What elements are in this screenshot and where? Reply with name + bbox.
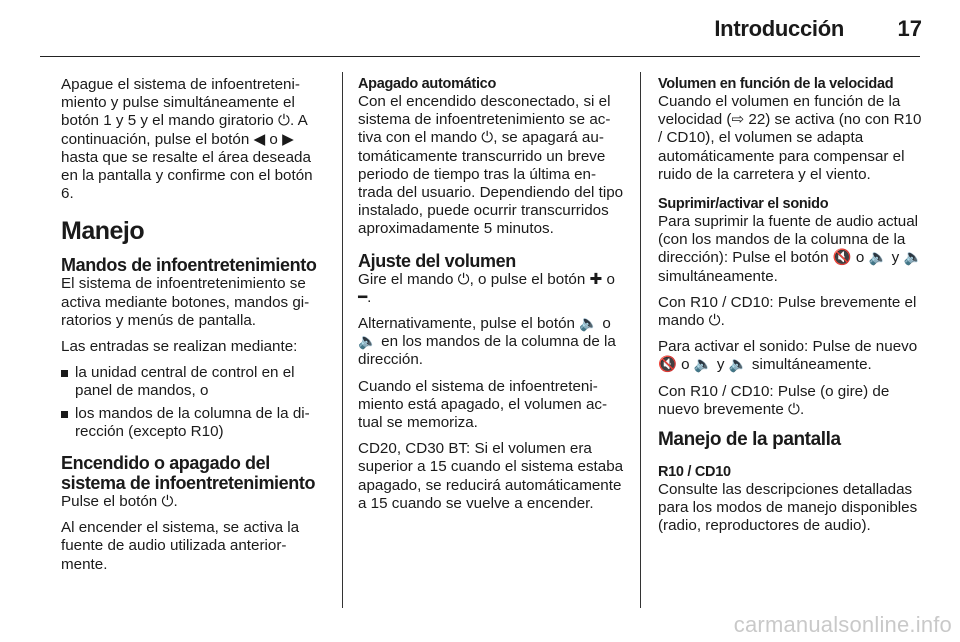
- watermark: carmanualsonline.info: [733, 612, 952, 637]
- section-heading-manejo: Manejo: [61, 217, 145, 246]
- header-rule: [40, 56, 920, 57]
- subheading-ajuste: Ajuste del volumen: [358, 250, 516, 271]
- column-2: [358, 76, 624, 521]
- encendido-paragraph: Pulse el botón ⏻.: [61, 493, 178, 511]
- list-item: la unidad central de control en el panel de mandos, o: [61, 364, 327, 400]
- mandos-paragraph: El sistema de infoentretenimiento se activa mediante botones, mandos giratorios y menús de pantalla.: [61, 275, 310, 329]
- entradas-paragraph: Las entradas se realizan mediante:: [61, 338, 298, 356]
- memoria-paragraph: Cuando el sistema de infoentretenimiento está apagado, el volumen actual se memoriza.: [358, 377, 608, 432]
- cd-paragraph: CD20, CD30 BT: Si el volumen era superior a 15 cuando el sistema estaba apagado, se reducirá automáticamente a 15 cuando se vuelve a encender.: [358, 440, 624, 512]
- ajuste-paragraph: Gire el mando ⏻, o pulse el botón ✚ o ━.: [358, 270, 615, 306]
- subheading-vol-velocidad: Volumen en función de la velocidad: [658, 76, 894, 92]
- column-divider-2: [640, 72, 641, 608]
- activar-paragraph: Para activar el sonido: Pulse de nuevo 🔇 o 🔈 y 🔈 simultáneamente.: [658, 338, 918, 374]
- intro-paragraph: Apague el sistema de infoentretenimiento y pulse simultáneamente el botón 1 y 5 y el mando giratorio ⏻. A continuación, pulse el botón ◀ o ▶ hasta que se resalte el área deseada en la pantalla y confirme con el botón 6.: [61, 76, 313, 203]
- column-1: [61, 76, 327, 582]
- subheading-encendido: Encendido o apagado del sistema de infoentretenimiento: [61, 453, 316, 494]
- subheading-suprimir: Suprimir/activar el sonido: [658, 196, 829, 213]
- apagado-paragraph: Con el encendido desconectado, si el sistema de infoentretenimiento se activa con el mando ⏻, se apagará automáticamente transcurrido un breve periodo de tiempo tras la última entrada del usuario. Dependiendo del tipo instalado, puede ocurrir transcurridos aproximadamente 5 minutos.: [358, 93, 624, 238]
- page-title: Introducción: [714, 16, 844, 41]
- vol-velocidad-paragraph: Cuando el volumen en función de la velocidad (⇨ 22) se activa (no con R10 / CD10), el volumen se adapta automáticamente para compensar el ruido de la carretera y el viento.: [658, 93, 922, 183]
- suprimir-paragraph: Para suprimir la fuente de audio actual (con los mandos de la columna de la dirección): Pulse el botón 🔇 o 🔈 y 🔈 simultáneamente.: [658, 213, 923, 285]
- encendido-paragraph-2: Al encender el sistema, se activa la fuente de audio utilizada anteriormente.: [61, 519, 300, 573]
- alternativa-paragraph: Alternativamente, pulse el botón 🔈 o 🔈 en los mandos de la columna de la dirección.: [358, 315, 616, 369]
- r10-paragraph-1: Con R10 / CD10: Pulse brevemente el mando ⏻.: [658, 293, 917, 330]
- entradas-list: [61, 364, 327, 441]
- section-heading-pantalla: Manejo de la pantalla: [658, 429, 841, 451]
- r10-paragraph-2: Con R10 / CD10: Pulse (o gire) de nuevo brevemente ⏻.: [658, 382, 890, 418]
- subheading-mandos: Mandos de infoentretenimiento: [61, 255, 317, 276]
- page-number: 17: [897, 16, 922, 41]
- subheading-r10: R10 / CD10: [658, 464, 731, 481]
- subheading-apagado: Apagado automático: [358, 76, 497, 92]
- page-header: [0, 0, 960, 52]
- list-item: los mandos de la columna de la dirección (excepto R10): [61, 405, 327, 441]
- column-3: [658, 76, 924, 544]
- column-divider-1: [342, 72, 343, 608]
- r10-desc-paragraph: Consulte las descripciones detalladas para los modos de manejo disponibles (radio, reproductores de audio).: [658, 481, 918, 535]
